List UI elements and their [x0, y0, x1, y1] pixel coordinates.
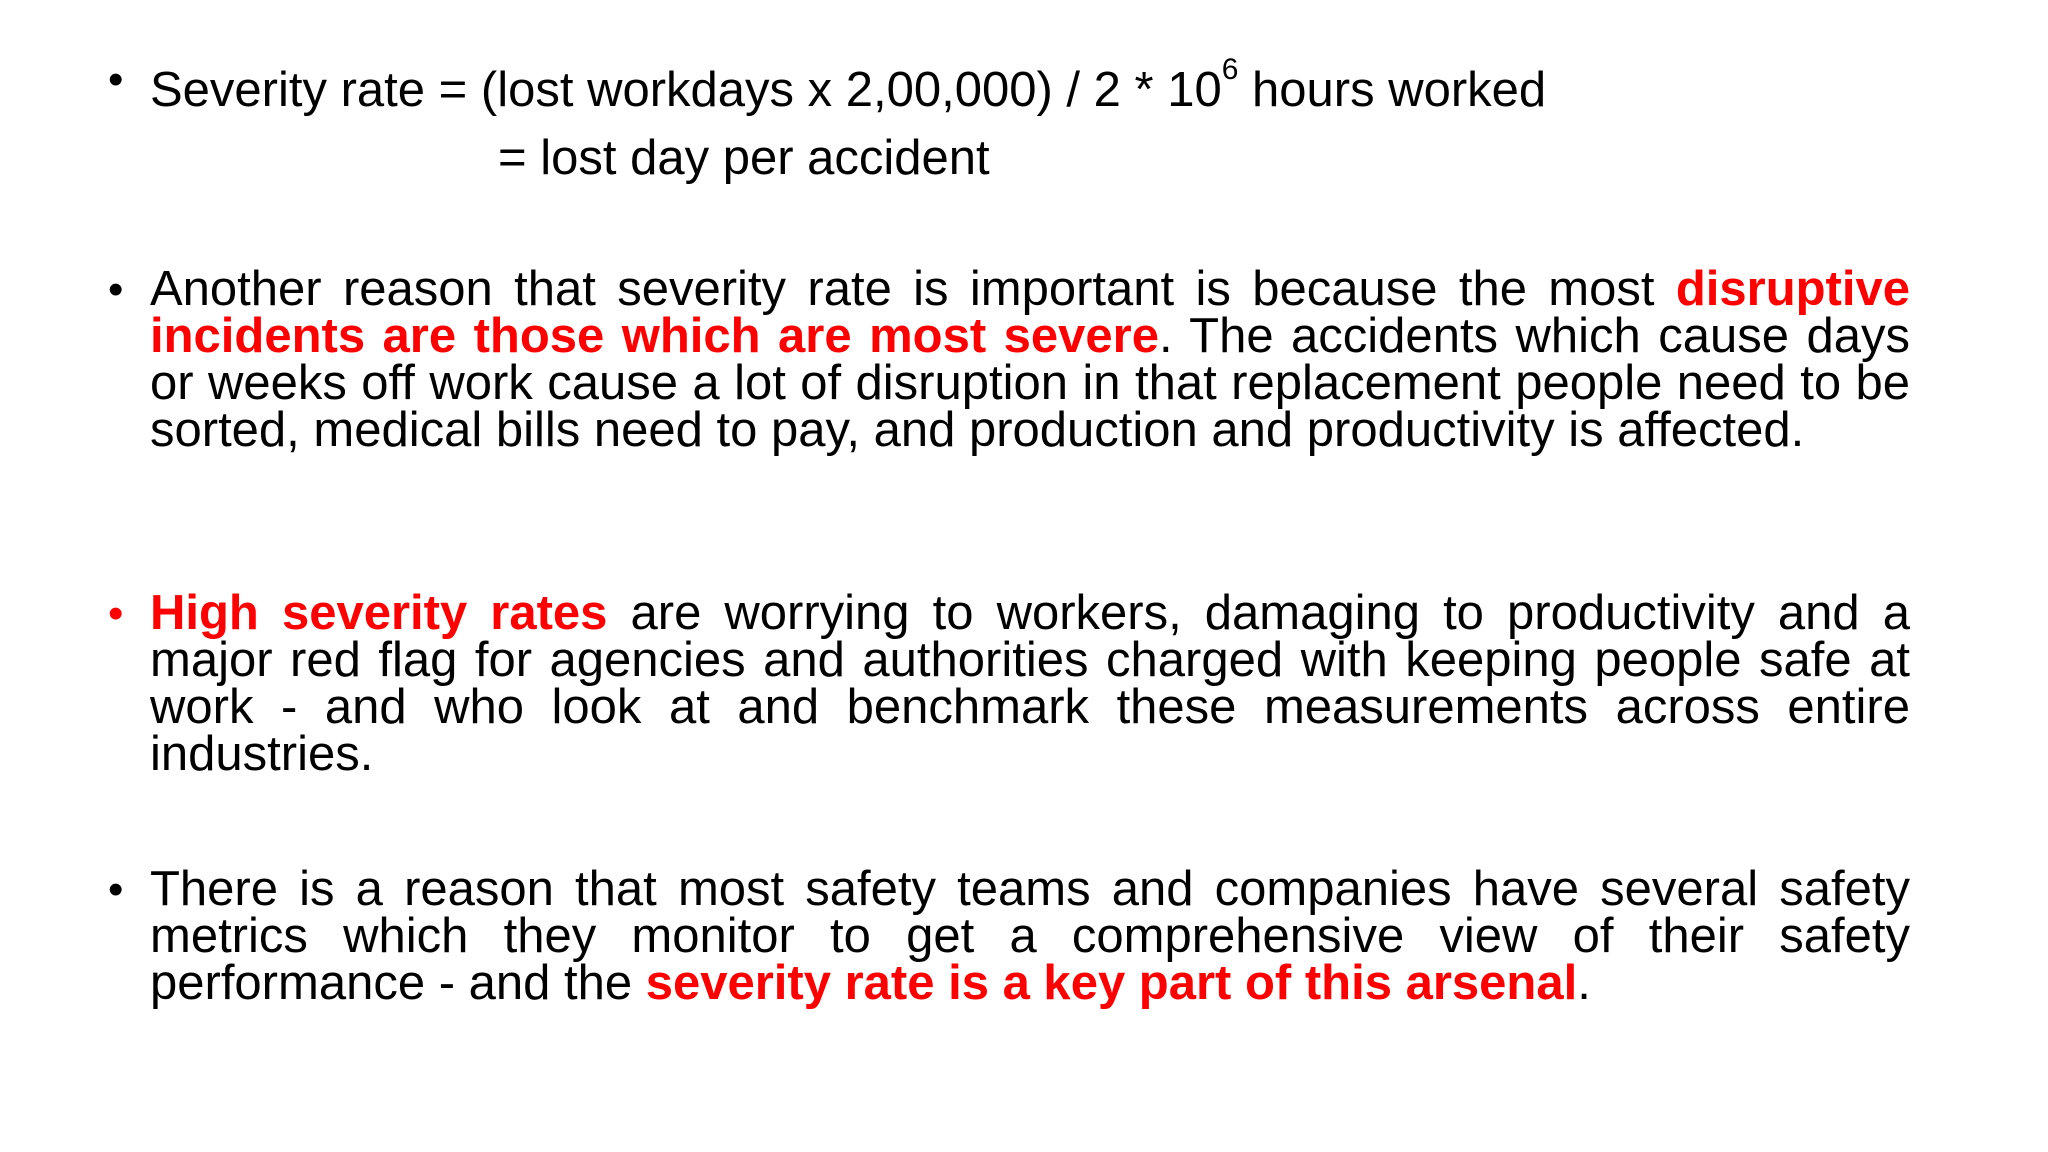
high-severity-highlight: High severity rates [150, 586, 608, 640]
bullet-importance [108, 262, 1910, 457]
bullet-point-icon: • [108, 265, 124, 314]
bullet-safety-metrics [108, 862, 1910, 1010]
formula-text [150, 53, 1547, 117]
metrics-highlight: severity rate is a key part of this arsenal [645, 956, 1578, 1010]
importance-rest: . The accidents which cause days or weeks off work cause a lot of disruption in that replacement people need to be sorted, medical bills need to pay, and production and productivity is affected. [150, 309, 1910, 457]
bullet-point-icon: • [108, 55, 124, 104]
bullet-point-icon: • [108, 865, 124, 914]
bullet-severity-formula [108, 53, 1910, 192]
metrics-intro: There is a reason that most safety teams and companies have several safety metrics which they monitor to get a comprehensive view of their safety performance - and the [150, 862, 1910, 1010]
importance-highlight: disruptive incidents are those which are most severe [150, 262, 1910, 363]
formula-exponent: 6 [1221, 53, 1239, 86]
formula-result: = lost day per accident [498, 131, 990, 185]
importance-intro: Another reason that severity rate is important is because the most [150, 262, 1676, 316]
high-severity-rest: are worrying to workers, damaging to productivity and a major red flag for agencies and authorities charged with keeping people safe at work - and who look at and benchmark these measurements across entire industries. [150, 586, 1910, 781]
metrics-end: . [1577, 956, 1591, 1010]
formula-main: Severity rate = (lost workdays x 2,00,000) / 2 * 10 [150, 63, 1222, 117]
bullet-high-severity [108, 586, 1910, 781]
formula-unit: hours worked [1238, 63, 1547, 117]
bullet-point-icon: • [108, 589, 124, 638]
